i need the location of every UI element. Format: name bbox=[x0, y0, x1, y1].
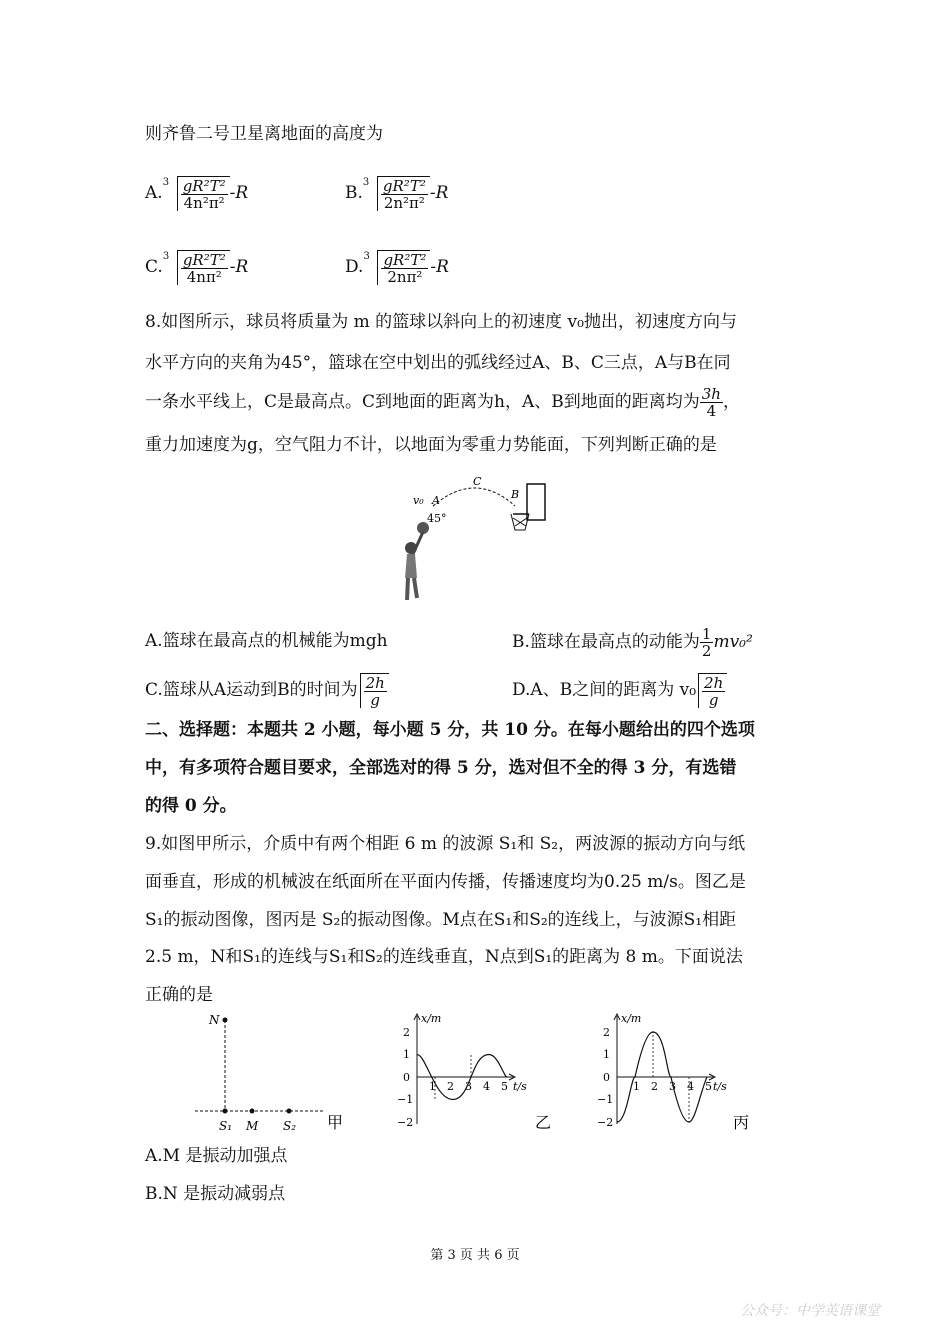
ytick: −1 bbox=[397, 1093, 414, 1106]
q7-stem-tail: 则齐鲁二号卫星离地面的高度为 bbox=[145, 124, 383, 144]
section2-line-3: 的得 0 分。 bbox=[145, 796, 237, 816]
caption-jia: 甲 bbox=[327, 1113, 344, 1132]
player-body bbox=[405, 554, 417, 578]
axis-ylabel: x/m bbox=[621, 1012, 642, 1025]
axis-ylabel: x/m bbox=[421, 1012, 442, 1025]
q8-line-4: 重力加速度为g，空气阻力不计，以地面为零重力势能面，下列判断正确的是 bbox=[145, 435, 717, 455]
axis-xlabel: t/s bbox=[513, 1080, 527, 1093]
q8-option-b: B.篮球在最高点的动能为 $\frac{1}{2}$ mv₀² bbox=[512, 625, 753, 660]
xtick: 1 bbox=[429, 1080, 436, 1093]
page-footer: 第 3 页 共 6 页 bbox=[430, 1248, 520, 1263]
ytick: 1 bbox=[603, 1048, 610, 1061]
caption-yi: 乙 bbox=[535, 1113, 552, 1132]
ball-trajectory bbox=[433, 488, 515, 506]
caption-bing: 丙 bbox=[733, 1113, 750, 1132]
q8-line-1: 8.如图所示，球员将质量为 m 的篮球以斜向上的初速度 v₀抛出，初速度方向与 bbox=[145, 312, 737, 332]
ytick: 2 bbox=[403, 1026, 410, 1039]
watermark: 公众号：中学英语课堂 bbox=[740, 1303, 880, 1319]
xtick: 5 bbox=[705, 1080, 712, 1093]
point-m bbox=[250, 1109, 255, 1114]
xtick: 4 bbox=[687, 1080, 694, 1093]
q9-option-a: A.M 是振动加强点 bbox=[145, 1146, 288, 1166]
figure-yi bbox=[395, 1010, 565, 1135]
q9-line-4: 2.5 m，N和S₁的连线与S₁和S₂的连线垂直，N点到S₁的距离为 8 m。下面说法 bbox=[145, 947, 743, 967]
q9-line-5: 正确的是 bbox=[145, 985, 213, 1005]
q7-option-d: D. 3 $\frac{\text{gR²T²}}{\text{2nπ²}}$ -R bbox=[345, 251, 449, 286]
xtick: 5 bbox=[501, 1080, 508, 1093]
q7-option-b: B. 3 $\frac{\text{gR²T²}}{\text{2n²π²}}$ -R bbox=[345, 177, 449, 212]
ytick: 0 bbox=[403, 1071, 410, 1084]
q9-line-2: 面垂直，形成的机械波在纸面所在平面内传播，传播速度均为0.25 m/s。图乙是 bbox=[145, 872, 746, 892]
xtick: 3 bbox=[465, 1080, 472, 1093]
point-s2 bbox=[287, 1109, 292, 1114]
q9-option-b: B.N 是振动减弱点 bbox=[145, 1184, 286, 1204]
ytick: 0 bbox=[603, 1071, 610, 1084]
section2-line-1: 二、选择题：本题共 2 小题，每小题 5 分，共 10 分。在每小题给出的四个选项 bbox=[145, 720, 755, 740]
figure-bing bbox=[595, 1010, 765, 1135]
xtick: 4 bbox=[483, 1080, 490, 1093]
q7-option-c: C. 3 $\frac{\text{gR²T²}}{\text{4nπ²}}$ -R bbox=[145, 251, 249, 286]
q8-option-a: A.篮球在最高点的机械能为mgh bbox=[145, 631, 388, 651]
point-s1 bbox=[223, 1109, 228, 1114]
basketball-figure bbox=[395, 470, 565, 610]
ytick: 1 bbox=[403, 1048, 410, 1061]
xtick: 3 bbox=[669, 1080, 676, 1093]
ytick: −2 bbox=[397, 1116, 414, 1129]
label-angle: 45° bbox=[427, 512, 447, 525]
ytick: 2 bbox=[603, 1026, 610, 1039]
figure-jia bbox=[195, 1010, 355, 1135]
backboard bbox=[527, 484, 545, 520]
q8-line-2: 水平方向的夹角为45°，篮球在空中划出的弧线经过A、B、C三点，A与B在同 bbox=[145, 353, 731, 373]
point-n bbox=[223, 1018, 228, 1023]
xtick: 2 bbox=[651, 1080, 658, 1093]
label-s2: S₂ bbox=[283, 1119, 297, 1133]
q8-option-c: C.篮球从A运动到B的时间为 $\frac{2h}{g}$ bbox=[145, 673, 389, 708]
q7-option-a: A. 3 $\frac{\text{gR²T²}}{\text{4n²π²}}$ -R bbox=[145, 177, 249, 212]
label-v0: v₀ bbox=[413, 494, 424, 507]
xtick: 1 bbox=[633, 1080, 640, 1093]
label-c: C bbox=[473, 475, 482, 488]
label-a: A bbox=[432, 494, 440, 507]
label-m: M bbox=[246, 1119, 259, 1133]
section2-line-2: 中，有多项符合题目要求，全部选对的得 5 分，选对但不全的得 3 分，有选错 bbox=[145, 758, 737, 778]
label-n: N bbox=[209, 1013, 220, 1027]
ytick: −1 bbox=[597, 1093, 614, 1106]
label-s1: S₁ bbox=[219, 1119, 233, 1133]
q8-option-d: D.A、B之间的距离为 v₀ $\frac{2h}{g}$ bbox=[512, 673, 727, 708]
ytick: −2 bbox=[597, 1116, 614, 1129]
q9-line-3: S₁的振动图像，图丙是 S₂的振动图像。M点在S₁和S₂的连线上，与波源S₁相距 bbox=[145, 910, 737, 930]
xtick: 2 bbox=[447, 1080, 454, 1093]
q8-line-3: 一条水平线上，C是最高点。C到地面的距离为h，A、B到地面的距离均为 $\frac{3h}{4}$ ， bbox=[145, 385, 740, 420]
q9-line-1: 9.如图甲所示，介质中有两个相距 6 m 的波源 S₁和 S₂，两波源的振动方向与纸 bbox=[145, 834, 746, 854]
axis-xlabel: t/s bbox=[713, 1080, 727, 1093]
label-b: B bbox=[511, 488, 520, 501]
